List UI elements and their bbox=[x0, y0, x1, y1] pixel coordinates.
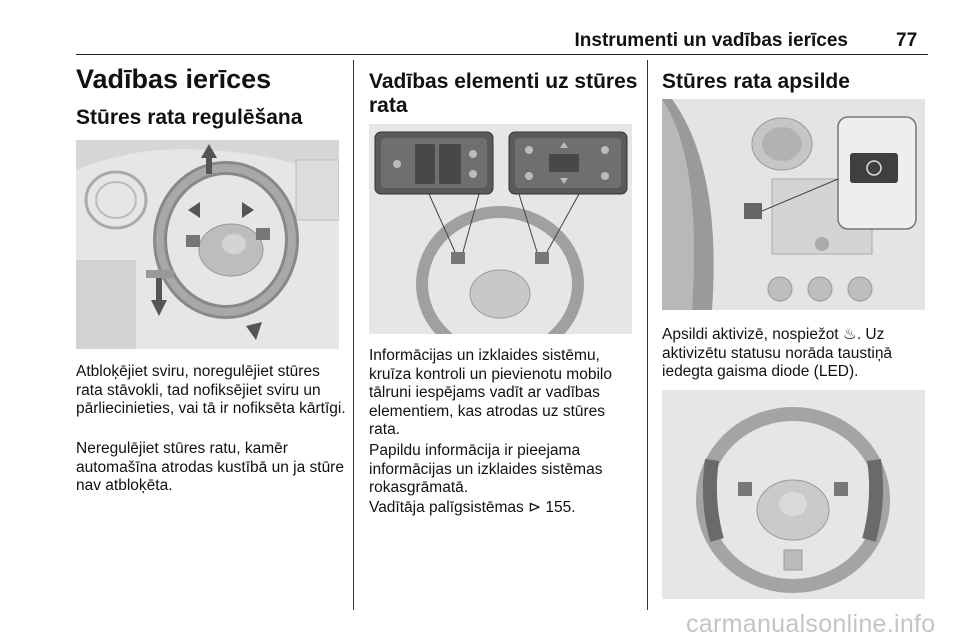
subsection-title-adjustment: Stūres rata regulēšana bbox=[76, 106, 303, 129]
subsection-title-heated-wheel: Stūres rata apsilde bbox=[662, 70, 850, 93]
subsection-title-controls: Vadības elementi uz stūres rata bbox=[369, 70, 638, 117]
header-title: Instrumenti un vadības ierīces bbox=[574, 30, 848, 51]
figure-steering-adjustment bbox=[76, 140, 339, 349]
footer-watermark: carmanualsonline.info bbox=[686, 610, 936, 638]
figure-heated-button bbox=[662, 99, 925, 310]
steering-wheel-adjustment-illustration bbox=[76, 140, 339, 349]
page-number: 77 bbox=[896, 30, 918, 51]
column-divider-1 bbox=[353, 60, 354, 610]
paragraph-adjust-warning: Neregulējiet stūres ratu, kamēr automašīna atrodas kustībā un ja stūre nav atbloķēta. bbox=[76, 440, 344, 494]
paragraph-adjust-instructions: Atbloķējiet sviru, noregulējiet stūres rata stāvokli, tad nofiksējiet sviru un pārliecinieties, vai tā ir nofiksēta kārtīgi. bbox=[76, 363, 346, 417]
paragraph-controls-description: Informācijas un izklaides sistēmu, kruīza kontroli un pievienotu mobilo tālruni iespējams vadīt ar vadības elementiem, kas atrodas uz stūres rata. bbox=[369, 347, 612, 438]
paragraph-additional-info: Papildu informācija ir pieejama informācijas un izklaides sistēmas rokasgrāmatā. bbox=[369, 442, 603, 496]
heated-steering-button-illustration bbox=[662, 99, 925, 310]
header-divider bbox=[76, 54, 928, 55]
paragraph-heated-wheel-activation: Apsildi aktivizē, nospiežot ♨. Uz aktivizētu statusu norāda taustiņā iedegta gaisma diode (LED). bbox=[662, 326, 893, 380]
heated-steering-wheel-illustration bbox=[662, 390, 925, 599]
paragraph-driver-assist-reference: Vadītāja palīgsistēmas ⊳ 155. bbox=[369, 499, 576, 516]
section-title: Vadības ierīces bbox=[76, 64, 272, 94]
column-divider-2 bbox=[647, 60, 648, 610]
figure-heated-wheel bbox=[662, 390, 925, 599]
figure-steering-controls bbox=[369, 124, 632, 334]
steering-wheel-controls-illustration bbox=[369, 124, 632, 334]
